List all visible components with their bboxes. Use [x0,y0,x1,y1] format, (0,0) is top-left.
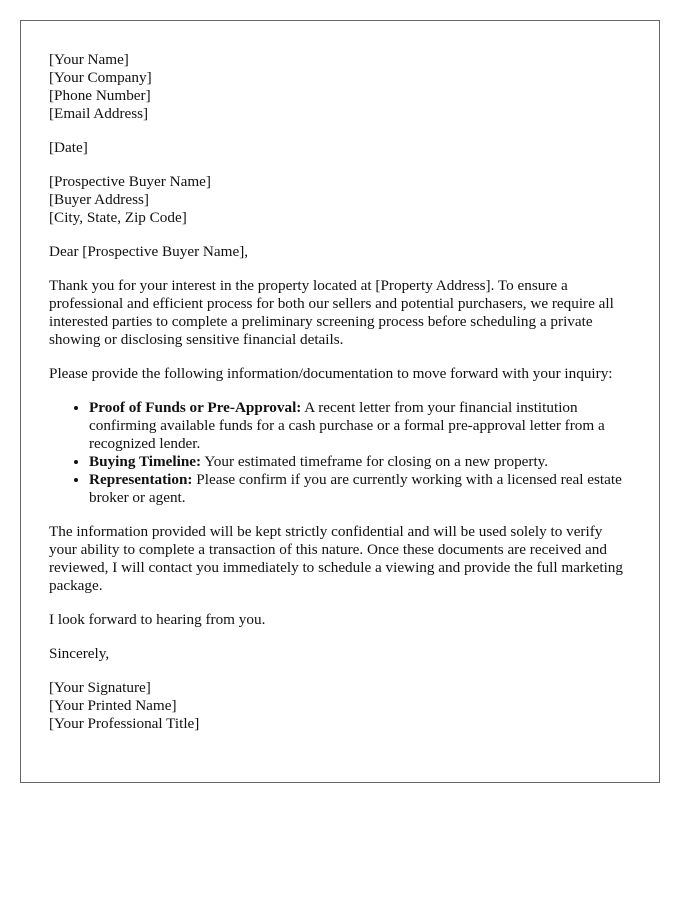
letter-date: [Date] [49,139,88,156]
requirement-text: A recent letter from your financial institution confirming available funds for a cash purchase or a formal pre-approval letter from a recognized lender. [89,399,605,452]
printed-name: [Your Printed Name] [49,697,177,714]
requirement-label: Representation: [89,471,193,488]
recipient-address: [Buyer Address] [49,191,149,208]
sender-email: [Email Address] [49,105,149,122]
requirement-label: Buying Timeline: [89,453,202,470]
sign-off: Sincerely, [49,645,110,662]
signature-block [49,679,631,733]
recipient-name: [Prospective Buyer Name] [49,173,211,190]
requirement-item [89,471,631,507]
requirement-text: Please confirm if you are currently working with a licensed real estate broker or agent. [89,471,622,506]
sender-company: [Your Company] [49,69,152,86]
requirement-item [89,399,631,453]
closing-line: I look forward to hearing from you. [49,611,266,628]
recipient-block [49,173,631,227]
sender-name: [Your Name] [49,51,129,68]
salutation: Dear [Prospective Buyer Name], [49,243,249,260]
date-block [49,139,631,157]
request-paragraph: Please provide the following information/documentation to move forward with your inquiry: [49,365,613,382]
requirement-item [89,453,631,471]
recipient-city-state-zip: [City, State, Zip Code] [49,209,187,226]
sender-phone: [Phone Number] [49,87,151,104]
professional-title: [Your Professional Title] [49,715,200,732]
confidentiality-paragraph: The information provided will be kept strictly confidential and will be used solely to verify your ability to complete a transaction of this nature. Once these documents are received and reviewed, I will contact you immediately to schedule a viewing and provide the full marketing package. [49,523,623,594]
requirements-list [49,399,631,507]
requirement-text: Your estimated timeframe for closing on a new property. [201,453,549,470]
signature-placeholder: [Your Signature] [49,679,151,696]
letter-page [20,20,660,783]
requirement-label: Proof of Funds or Pre-Approval: [89,399,302,416]
sender-block [49,51,631,123]
intro-paragraph: Thank you for your interest in the property located at [Property Address]. To ensure a professional and efficient process for both our sellers and potential purchasers, we require all interested parties to complete a preliminary screening process before scheduling a private showing or disclosing sensitive financial details. [49,277,614,348]
